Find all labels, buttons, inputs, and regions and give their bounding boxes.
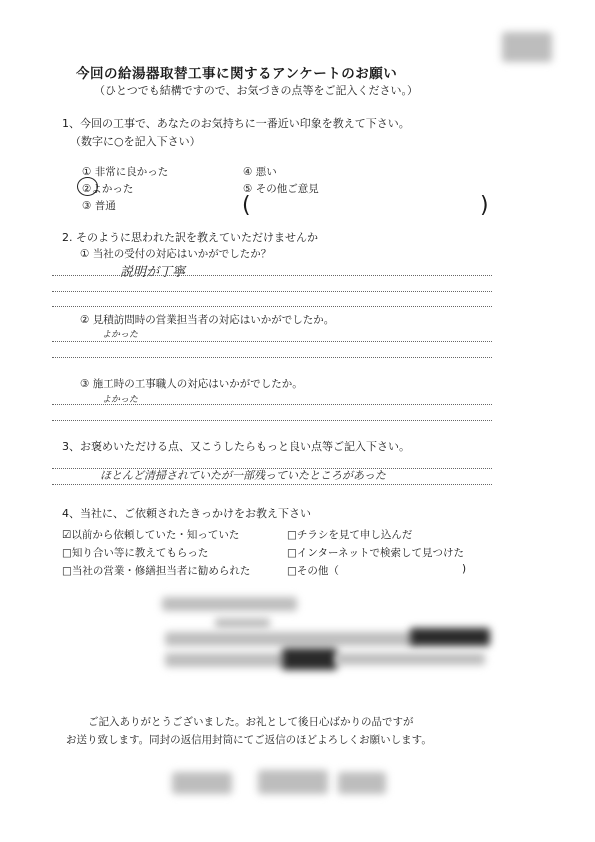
answer-line [52, 420, 492, 421]
q2-sub-1: ① 当社の受付の対応はいかがでしたか？ [80, 248, 272, 260]
q1-option-1: ① 非常に良かった [82, 166, 169, 178]
page-title: 今回の給湯器取替工事に関するアンケートのお願い [76, 66, 398, 82]
redacted-date-2 [258, 770, 328, 794]
q4-option-acquaintance: □知り合い等に教えてもらった [62, 547, 209, 559]
q1-option-5: ⑤ その他ご意見 [243, 183, 319, 195]
question-1-note: （数字に○を記入下さい） [70, 135, 201, 148]
redacted-info-line-1 [162, 597, 297, 611]
q4-option-flyer: □チラシを見て申し込んだ [287, 529, 413, 541]
q1-option-4: ④ 悪い [243, 166, 277, 178]
redacted-info-dark-2 [282, 648, 337, 670]
answer-line [52, 341, 492, 342]
answer-line [52, 404, 492, 405]
answer-line [52, 275, 492, 276]
q1-option-3: ③ 普通 [82, 200, 116, 212]
answer-line [52, 357, 492, 358]
q1-option-2: ②よかった [82, 183, 134, 195]
footer-line-1: ご記入ありがとうございました。お礼として後日心ばかりの品ですが [88, 716, 414, 728]
answer-line [52, 291, 492, 292]
q2-answer-2: よかった [102, 330, 139, 340]
q4-option-sales-rep: □当社の営業・修繕担当者に勧められた [62, 565, 251, 577]
page-subtitle: （ひとつでも結構ですので、お気づきの点等をご記入ください。） [94, 84, 419, 97]
redacted-info-line-4 [165, 653, 285, 667]
question-3: 3、お褒めいただける点、又こうしたらもっと良い点等ご記入下さい。 [62, 440, 410, 453]
question-2: 2. そのように思われた訳を教えていただけませんか [62, 231, 318, 244]
q4-other-close-paren: ) [462, 563, 467, 575]
q4-option-known-before: ☑以前から依頼していた・知っていた [62, 529, 240, 541]
redacted-date-3 [338, 772, 386, 794]
q1-other-open-paren: ( [242, 193, 251, 218]
question-4: 4、当社に、ご依頼されたきっかけをお教え下さい [62, 507, 311, 520]
q4-option-internet: □インターネットで検索して見つけた [287, 547, 464, 559]
q2-answer-1: 説明が丁寧 [120, 265, 186, 280]
redacted-logo [502, 32, 552, 62]
answer-line [52, 306, 492, 307]
q4-option-other: □その他（ [287, 565, 339, 577]
q1-other-close-paren: ) [480, 193, 489, 218]
redacted-date-1 [172, 772, 232, 794]
footer-line-2: お送り致します。同封の返信用封筒にてご返信のほどよろしくお願いします。 [66, 734, 432, 746]
redacted-info-line-2 [215, 618, 270, 628]
question-1: 1、今回の工事で、あなたのお気持ちに一番近い印象を教えて下さい。 [62, 117, 410, 130]
q2-sub-2: ② 見積訪問時の営業担当者の対応はいかがでしたか。 [80, 314, 335, 326]
redacted-info-line-3 [165, 632, 415, 646]
q2-sub-3: ③ 施工時の工事職人の対応はいかがでしたか。 [80, 378, 303, 390]
redacted-info-line-5 [335, 653, 485, 665]
redacted-info-dark-1 [410, 628, 490, 646]
selection-circle [77, 177, 98, 196]
q2-answer-3: よかった [102, 395, 139, 405]
q3-answer: ほとんど清掃されていたが一部残っていたところがあった [100, 469, 386, 482]
answer-line [52, 468, 492, 469]
answer-line [52, 484, 492, 485]
